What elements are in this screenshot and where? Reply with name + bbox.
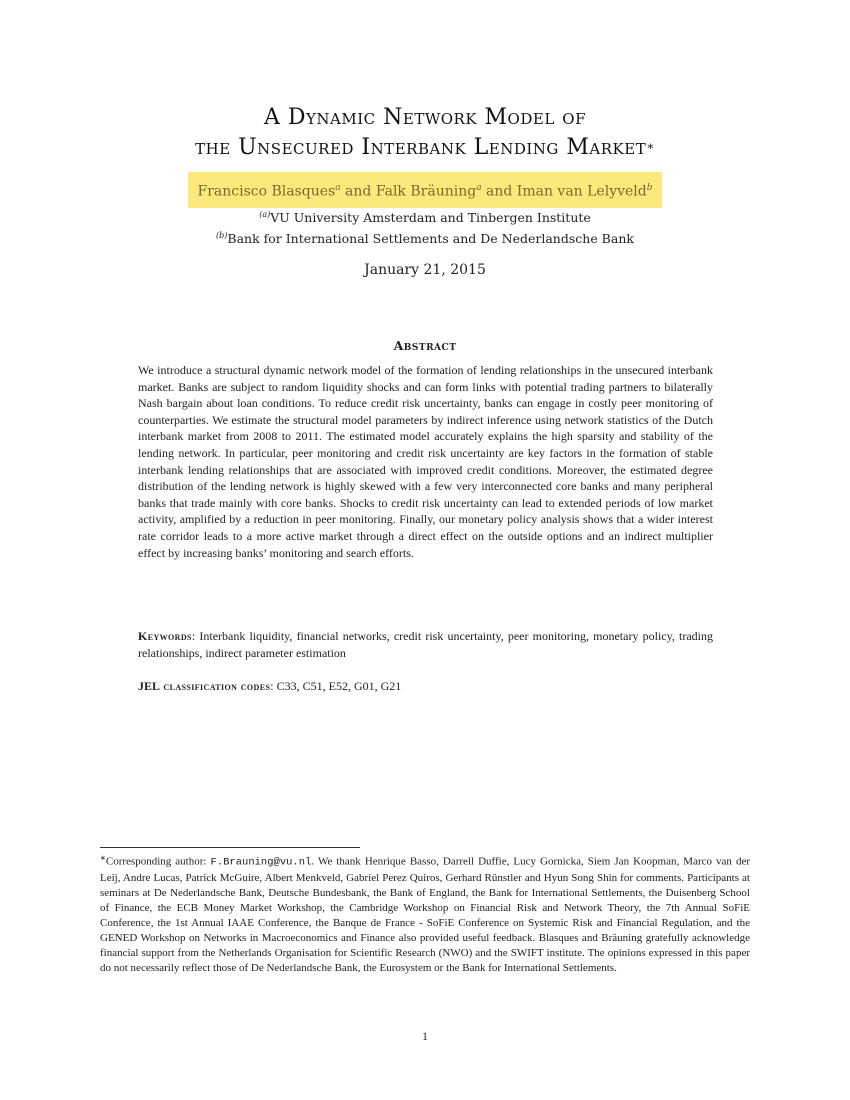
affiliation-a-text: VU University Amsterdam and Tinbergen Institute — [270, 210, 591, 226]
author-blasques-affil: a — [335, 183, 341, 193]
author-blasques: Francisco Blasques — [197, 183, 336, 200]
title-footnote-marker[interactable]: ∗ — [646, 139, 655, 153]
page-number: 1 — [422, 1029, 428, 1043]
author-van-lelyveld: Iman van Lelyveld — [516, 183, 647, 200]
authors-highlight — [188, 172, 661, 208]
footnote-email-link[interactable]: F.Brauning@vu.nl — [210, 856, 312, 869]
footnote-lead: Corresponding author: — [105, 855, 211, 868]
affiliation-b-text: Bank for International Settlements and De Nederlandsche Bank — [227, 231, 634, 247]
author-brauning-affil: a — [476, 183, 482, 193]
footnote-text: . We thank Henrique Basso, Darrell Duffie, Lucy Gornicka, Siem Jan Koopman, Marco van der Leij, Andre Lucas, Patrick McGuire, Albert Menkveld, Gabriel Perez Quiros, Gerhard Rünstler and Hyun Song Shin for comments. Participants at seminars at De Nederlandsche Bank, Deutsche Bundesbank, the Bank of England, the Bank for International Settlements, the Duisenberg School of Finance, the ECB Money Market Workshop, the Cambridge Workshop on Financial Risk and Network Theory, the 7th Annual SoFiE Conference, the 1st Annual IAAE Conference, the Banque de France - SoFiE Conference on Systemic Risk and Financial Regulation, and the GENED Workshop on Networks in Macroeconomics and Finance also provided useful feedback. Blasques and Bräuning gratefully acknowledge financial support from the Netherlands Organisation for Scientific Research (NWO) and the SWIFT institute. The opinions expressed in this paper do not necessarily reflect those of De Nederlandsche Bank, the Eurosystem or the Bank for International Settlements. — [100, 855, 751, 975]
footnote-rule — [100, 847, 360, 848]
keywords-label: Keywords — [138, 629, 192, 643]
author-separator: and — [340, 183, 376, 200]
title-text-1: A Dynamic Network Model of — [263, 105, 586, 130]
author-separator: and — [481, 183, 517, 200]
affiliation-a — [0, 210, 850, 225]
author-van-lelyveld-affil: b — [646, 183, 653, 193]
paper-title-line-1 — [0, 103, 850, 133]
abstract-body: We introduce a structural dynamic network model of the formation of lending relationships in the unsecured interbank market. Banks are subject to random liquidity shocks and can form links with potential trading partners to bilaterally Nash bargain about loan conditions. To reduce credit risk uncertainty, banks can engage in costly peer monitoring of counterparties. We estimate the structural model parameters by indirect inference using network statistics of the Dutch interbank market from 2008 to 2011. The estimated model accurately explains the high sparsity and stability of the lending network. In particular, peer monitoring and credit risk uncertainty are key factors in the formation of stable interbank lending relationships that are associated with improved credit conditions. Moreover, the estimated degree distribution of the lending network is highly skewed with a few very interconnected core banks and many peripheral banks that trade mainly with core banks. Shocks to credit risk uncertainty can lead to extended periods of low market activity, amplified by a reduction in peer monitoring. Finally, our monetary policy analysis shows that a wider interest rate corridor leads to a more active market through a direct effect on the outside options and an indirect multiplier effect by increasing banks’ monitoring and search efforts. — [138, 363, 713, 560]
jel-colon: : — [270, 679, 277, 693]
paper-date: January 21, 2015 — [364, 262, 486, 278]
footnote-marker: ∗ — [100, 854, 106, 862]
affiliation-b — [0, 231, 850, 246]
affiliation-a-marker: (a) — [259, 210, 271, 219]
affiliation-b-marker: (b) — [216, 231, 228, 240]
paper-title-line-2 — [0, 133, 850, 163]
keywords-paragraph — [138, 628, 713, 661]
title-text-2: the Unsecured Interbank Lending Market — [195, 135, 647, 160]
keywords-text: Interbank liquidity, financial networks, credit risk uncertainty, peer monitoring, monetary policy, trading relationships, indirect parameter estimation — [138, 629, 713, 660]
jel-codes: C33, C51, E52, G01, G21 — [276, 679, 402, 693]
jel-label-rest: classification codes — [160, 679, 271, 693]
jel-label — [138, 679, 270, 693]
abstract-heading: Abstract — [393, 338, 457, 353]
footnote — [100, 851, 750, 976]
jel-label-acronym: JEL — [138, 679, 161, 693]
keywords-colon: : — [191, 629, 200, 643]
jel-codes-paragraph — [138, 678, 713, 695]
authors-block — [0, 172, 850, 208]
author-brauning: Falk Bräuning — [375, 183, 477, 200]
